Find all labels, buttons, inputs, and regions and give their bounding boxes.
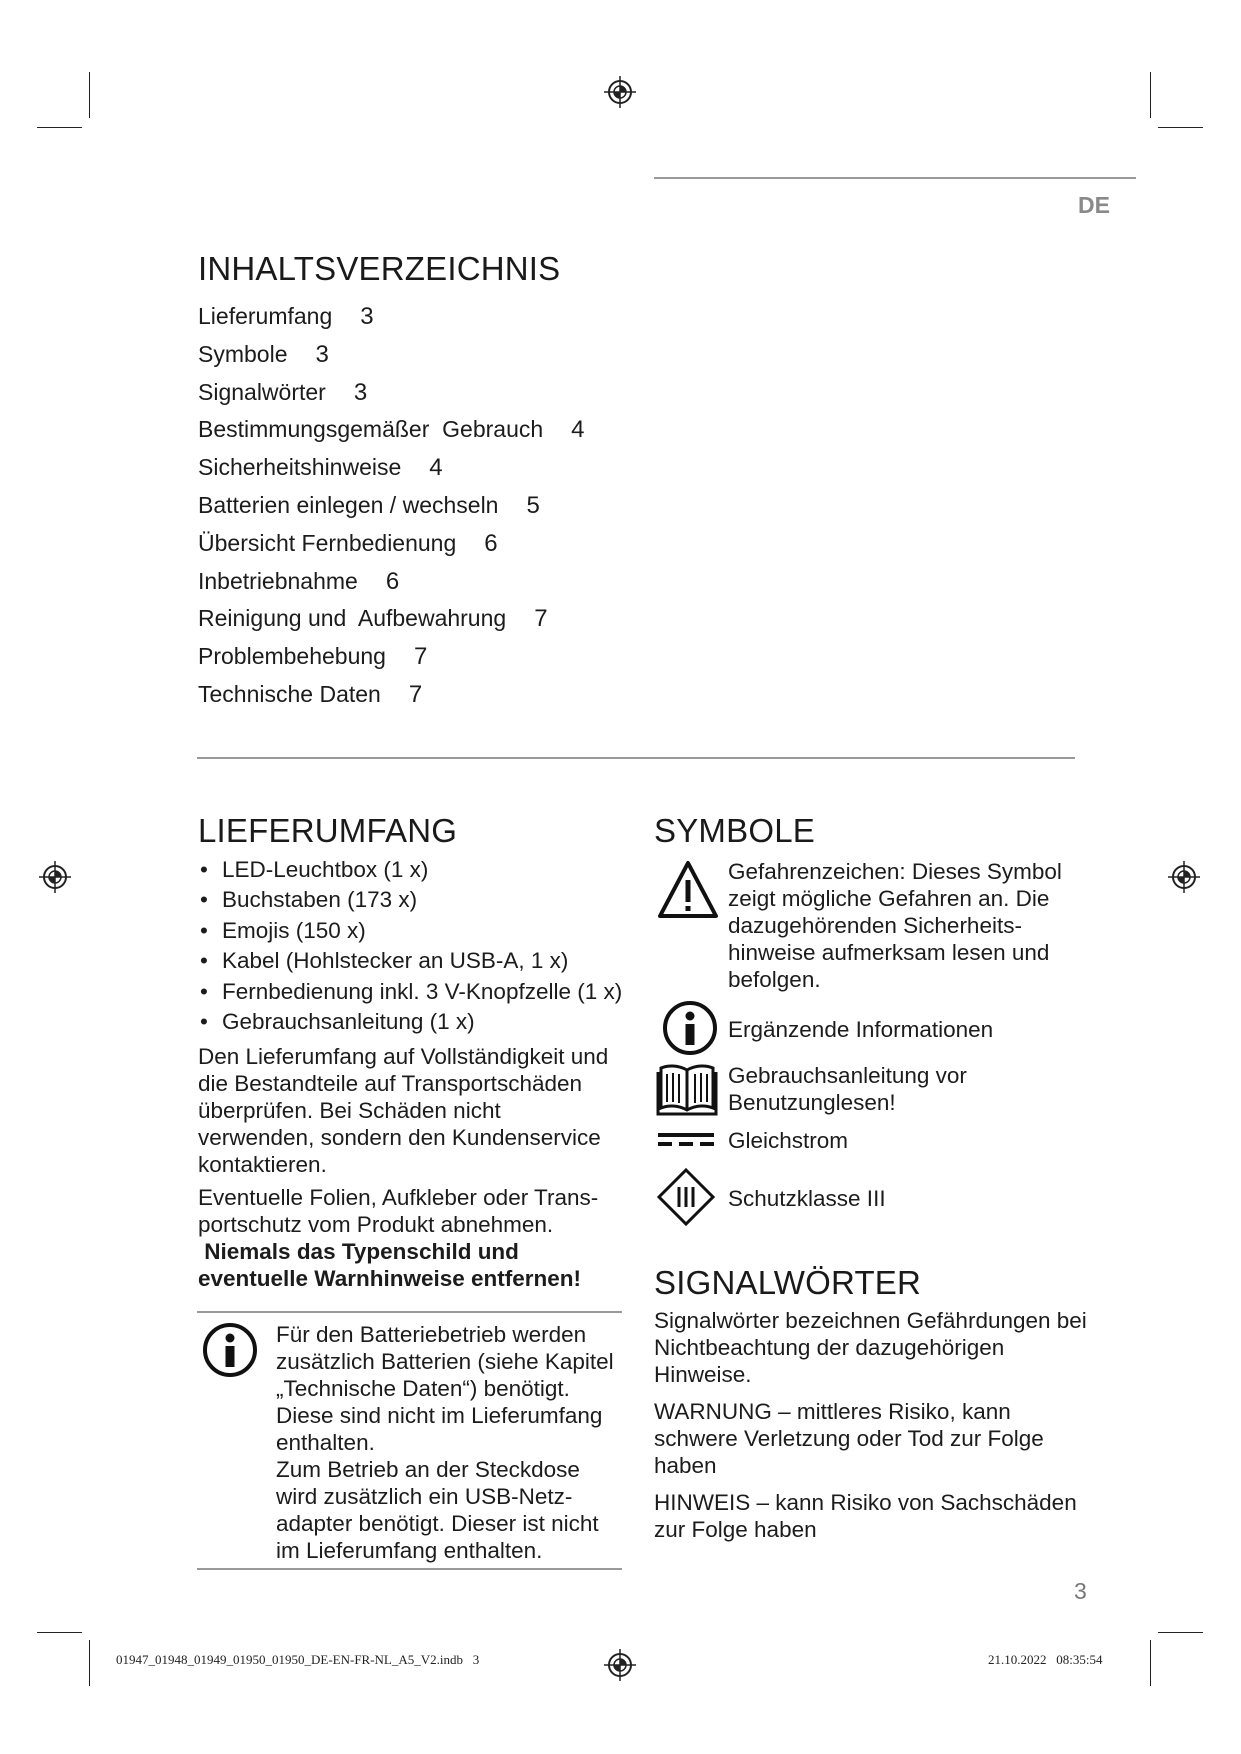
crop-mark: [37, 127, 82, 128]
info-icon: [202, 1322, 258, 1378]
toc-item[interactable]: Signalwörter 3: [198, 378, 368, 406]
info-box-text: [276, 1321, 621, 1564]
toc-item[interactable]: Problembehebung 7: [198, 643, 428, 671]
crop-mark: [1158, 1632, 1203, 1633]
registration-mark-icon: [603, 75, 637, 109]
header-rule: [654, 177, 1136, 179]
signalwoerter-section: [654, 1307, 1094, 1543]
class3-symbol-text: Schutzklasse III: [728, 1186, 886, 1211]
symbole-title: SYMBOLE: [654, 812, 815, 849]
warnung-text: WARNUNG – mittleres Risiko, kann schwere Verletzung oder Tod zur Folge haben: [654, 1399, 1044, 1478]
info-symbol-text: Ergänzende Informationen: [728, 1017, 994, 1042]
symbol-danger: [656, 858, 1098, 993]
usb-adapter-info-text: Zum Betrieb an der Steckdose wird zusätzlich ein USB-Netzadapter benötigt. Dieser ist nicht im Lieferumfang enthalten.: [276, 1457, 599, 1563]
battery-info-text: Für den Batteriebetrieb werden zusätzlich Batterien (siehe Kapitel „Technische Daten“) benötigt. Diese sind nicht im Lieferumfang enthalten.: [276, 1322, 614, 1455]
direct-current-icon: [656, 1127, 716, 1151]
list-item: • Gebrauchsanleitung (1 x): [198, 1007, 623, 1037]
toc-item[interactable]: Symbole 3: [198, 340, 329, 368]
page-number: 3: [1074, 1578, 1087, 1604]
info-box-bottom-rule: [197, 1568, 622, 1570]
toc-item[interactable]: Inbetriebnahme 6: [198, 567, 400, 595]
manual-book-icon: [656, 1062, 718, 1116]
language-tag: DE: [1078, 192, 1110, 218]
lieferumfang-title: LIEFERUMFANG: [198, 812, 458, 849]
symbol-class3: [656, 1167, 1098, 1232]
info-box-top-rule: [197, 1311, 622, 1313]
toc-divider: [197, 757, 1075, 759]
crop-mark: [1150, 72, 1151, 118]
toc-item[interactable]: Sicherheitshinweise 4: [198, 454, 443, 482]
registration-mark-icon: [603, 1648, 637, 1682]
crop-mark: [1158, 127, 1203, 128]
remove-packaging-text: Eventuelle Folien, Aufkleber oder Transportschutz vom Produkt abnehmen.: [198, 1185, 599, 1238]
footer-timestamp: 21.10.2022 08:35:54: [988, 1652, 1103, 1667]
registration-mark-icon: [1167, 860, 1201, 894]
toc-item[interactable]: Reinigung und Aufbewahrung 7: [198, 605, 548, 633]
dc-symbol-text: Gleichstrom: [728, 1128, 849, 1153]
list-item: • LED-Leuchtbox (1 x): [198, 855, 623, 885]
toc-title: INHALTSVERZEICHNIS: [198, 250, 561, 287]
toc-item[interactable]: Lieferumfang 3: [198, 303, 374, 330]
info-icon: [662, 1000, 718, 1056]
list-item: • Kabel (Hohlstecker an USB-A, 1 x): [198, 946, 623, 976]
protection-class-iii-icon: [656, 1167, 716, 1227]
warning-triangle-icon: [656, 858, 720, 922]
danger-symbol-text: Gefahrenzeichen: Dieses Symbol zeigt mögliche Gefahren an. Die dazugehörenden Sicherheitshinweise aufmerksam lesen und befolgen.: [728, 859, 1062, 992]
table-of-contents: [198, 298, 585, 714]
list-item: • Buchstaben (173 x): [198, 885, 623, 915]
crop-mark: [37, 1632, 82, 1633]
crop-mark: [89, 1640, 90, 1686]
hinweis-text: HINWEIS – kann Risiko von Sachschäden zur Folge haben: [654, 1490, 1077, 1542]
list-item: • Fernbedienung inkl. 3 V-Knopfzelle (1 x): [198, 977, 623, 1007]
toc-item[interactable]: Batterien einlegen / wechseln 5: [198, 491, 540, 519]
symbol-info: [656, 1000, 1098, 1061]
contents-list: [198, 855, 623, 1037]
crop-mark: [89, 72, 90, 118]
signalwoerter-intro: Signalwörter bezeichnen Gefährdungen bei Nichtbeachtung der dazugehörigen Hinweise.: [654, 1308, 1087, 1387]
symbol-manual: [656, 1062, 1098, 1121]
footer-filename: 01947_01948_01949_01950_01950_DE-EN-FR-NL_A5_V2.indb 3: [116, 1652, 480, 1667]
toc-item[interactable]: Technische Daten 7: [198, 680, 423, 708]
check-contents-text: Den Lieferumfang auf Vollständigkeit und die Bestandteile auf Transportschäden überprüfen. Bei Schäden nicht verwenden, sondern den Kundenservice kontaktieren.: [198, 1044, 609, 1178]
toc-item[interactable]: Übersicht Fernbedienung 6: [198, 529, 498, 557]
signalwoerter-title: SIGNALWÖRTER: [654, 1264, 922, 1301]
list-item: • Emojis (150 x): [198, 916, 623, 946]
registration-mark-icon: [38, 860, 72, 894]
toc-item[interactable]: Bestimmungsgemäßer Gebrauch 4: [198, 416, 585, 444]
lieferumfang-section: [198, 855, 623, 1292]
warning-text: Niemals das Typenschild und eventuelle Warnhinweise entfernen!: [198, 1239, 582, 1292]
manual-symbol-text: Gebrauchsanleitung vor Benutzunglesen!: [728, 1063, 967, 1115]
symbol-dc: [656, 1127, 1098, 1156]
crop-mark: [1150, 1640, 1151, 1686]
